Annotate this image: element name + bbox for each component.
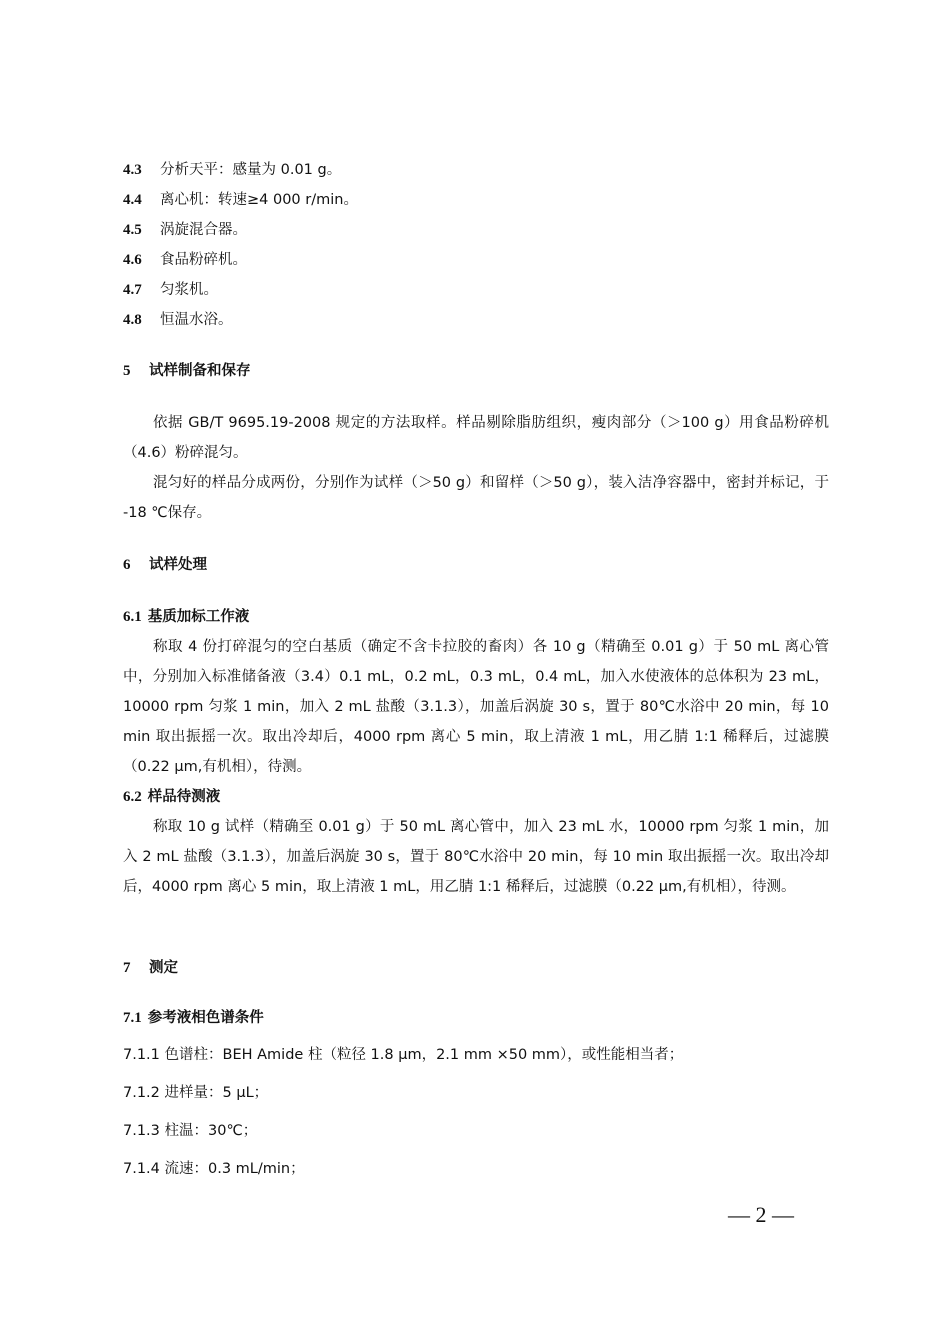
section-7-heading: 7 测定 bbox=[123, 960, 178, 976]
item-7-1-1: 7.1.1 色谱柱：BEH Amide 柱（粒径 1.8 μm，2.1 mm ×50 mm），或性能相当者； bbox=[123, 1047, 684, 1063]
section-6-1-heading: 6.1 基质加标工作液 bbox=[123, 609, 250, 625]
section-5-paragraph-2: 混匀好的样品分成两份，分别作为试样（＞50 g）和留样（＞50 g），装入洁净容器中，密封并标记，于 -18 ℃保存。 bbox=[123, 475, 829, 521]
section-7-1-heading: 7.1 参考液相色谱条件 bbox=[123, 1010, 264, 1026]
item-7-1-2: 7.1.2 进样量：5 μL； bbox=[123, 1085, 269, 1101]
item-4-4: 4.4 离心机：转速≥4 000 r/min。 bbox=[123, 192, 358, 208]
section-6-1-body: 称取 4 份打碎混匀的空白基质（确定不含卡拉胶的畜肉）各 10 g（精确至 0.01 g）于 50 mL 离心管中，分别加入标准储备液（3.4）0.1 mL，0.2 mL，0.3 mL，0.4 mL，加入水使液体的总体积为 23 mL，10000 rpm 匀浆 1 min，加入 2 mL 盐酸（3.1.3），加盖后涡旋 30 s，置于 80℃水浴中 20 min，每 10 min 取出振摇一次。取出冷却后，4000 rpm 离心 5 min，取上清液 1 mL，用乙腈 1:1 稀释后，过滤膜（0.22 μm,有机相），待测。 bbox=[123, 639, 829, 775]
item-4-6: 4.6 食品粉碎机。 bbox=[123, 252, 247, 268]
section-6-2-body: 称取 10 g 试样（精确至 0.01 g）于 50 mL 离心管中，加入 23 mL 水，10000 rpm 匀浆 1 min，加入 2 mL 盐酸（3.1.3），加盖后涡旋 30 s，置于 80℃水浴中 20 min，每 10 min 取出振摇一次。取出冷却后，4000 rpm 离心 5 min，取上清液 1 mL，用乙腈 1:1 稀释后，过滤膜（0.22 μm,有机相），待测。 bbox=[123, 819, 829, 895]
section-5-body bbox=[123, 408, 829, 528]
item-4-8: 4.8 恒温水浴。 bbox=[123, 312, 233, 328]
section-5-heading: 5 试样制备和保存 bbox=[123, 363, 251, 379]
section-6-2-heading: 6.2 样品待测液 bbox=[123, 789, 221, 805]
item-7-1-4: 7.1.4 流速：0.3 mL/min； bbox=[123, 1161, 305, 1177]
item-4-5: 4.5 涡旋混合器。 bbox=[123, 222, 247, 238]
item-4-7: 4.7 匀浆机。 bbox=[123, 282, 218, 298]
section-5-paragraph-1: 依据 GB/T 9695.19-2008 规定的方法取样。样品剔除脂肪组织，瘦肉部分（＞100 g）用食品粉碎机（4.6）粉碎混匀。 bbox=[123, 415, 829, 461]
page-number: — 2 — bbox=[728, 1202, 794, 1227]
item-4-3: 4.3 分析天平：感量为 0.01 g。 bbox=[123, 162, 342, 178]
item-7-1-3: 7.1.3 柱温：30℃； bbox=[123, 1123, 258, 1139]
section-6-heading: 6 试样处理 bbox=[123, 557, 207, 573]
